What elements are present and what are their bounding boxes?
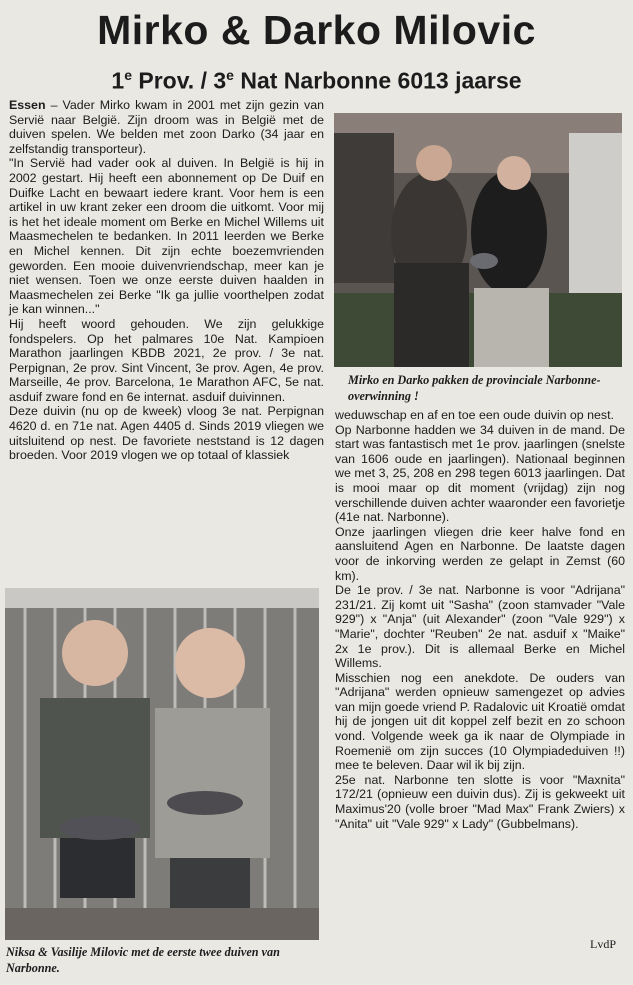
paragraph: De 1e prov. / 3e nat. Narbonne is voor "Adrijana" 231/21. Zij komt uit "Sasha" (zoon stamvader "Vale 929") x "Anja" (uit Alexander" (zoon "Vale 929") x "Marie", dochter "Reuben" 2e nat. asduif x "Maike" 2x 1e prov.). Dit is allemaal Berke en Michel Willems. xyxy=(335,583,625,671)
paragraph: Onze jaarlingen vliegen drie keer halve fond en aansluitend Agen en Narbonne. De laatste dagen voor de inkorving werden ze gelapt in Zemst (60 km). xyxy=(335,524,625,583)
article-column-left xyxy=(9,98,324,463)
paragraph: Misschien nog een anekdote. De ouders van "Adrijana" werden opnieuw samengezet op advies van mijn goede vriend P. Radalovic uit Kroatië omdat hij de jongen uit dit koppel zelf bezit en zo schoon vond. Volgende week ga ik naar de Olympiade in Roemenië om zijn succes (10 Olympiadeduiven !!) mee te beleven. Daar wil ik bij zijn. xyxy=(335,670,625,773)
photo-children xyxy=(5,588,319,940)
paragraph: "In Servië had vader ook al duiven. In België is hij in 2002 gestart. Hij heeft een abonnement op De Duif en Duifke Lacht en bewaart iedere krant. Voor hem is een artikel in uw krant zeker een droom die uitkomt. Voor mij is het het ideale moment om Berke en Michel Willems uit Maasmechelen te bedanken. In 2011 leerden we Berke en Michel kennen. Dit zijn echte boezemvrienden geworden. Een mooie duivenvriendschap, meer kan je niet wensen. Toen we onze eerste duiven haalden in Maasmechelen zei Berke "Ik ga jullie voorthelpen zodat je kan winnen..." xyxy=(9,156,324,317)
article-column-right xyxy=(335,408,625,831)
paragraph: Op Narbonne hadden we 34 duiven in de mand. De start was fantastisch met 1e prov. jaarlingen (snelste van 1606 oude en jaarlingen). Nationaal beginnen we met 3, 25, 208 en 298 tegen 6013 jaarlingen. Dat is mooi maar op dit moment (vrijdag) zijn nog verschillende duiven achter waaronder een favorietje (41e nat. Narbonne). xyxy=(335,422,625,525)
photo-illustration xyxy=(5,588,319,940)
paragraph: weduwschap en af en toe een oude duivin op nest. xyxy=(335,408,614,422)
photo-mirko-darko xyxy=(334,113,622,367)
paragraph: Essen – Vader Mirko kwam in 2001 met zijn gezin van Servië naar België. Zijn droom was in België met de duiven spelen. We belden met zoon Darko (34 jaar en zelfstandig transporteur). xyxy=(9,98,324,156)
caption-bottom-photo: Niksa & Vasilije Milovic met de eerste twee duiven van Narbonne. xyxy=(6,945,280,975)
article-subtitle: 1e Prov. / 3e Nat Narbonne 6013 jaarse xyxy=(111,67,522,94)
paragraph: Hij heeft woord gehouden. We zijn gelukkige fondspelers. Op het palmares 10e Nat. Kampioen Marathon jaarlingen KBDB 2021, 2e prov. / 3e nat. Perpignan, 2e prov. Sint Vincent, 3e prov. Agen, 4e prov. Marseille, 4e prov. Barcelona, 1e Marathon AFC, 5e nat. asduif zware fond en 6e internat. asduif duivinnen. xyxy=(9,316,324,404)
dateline: Essen xyxy=(9,98,46,112)
paragraph: 25e nat. Narbonne ten slotte is voor "Maxnita" 172/21 (opnieuw een duivin dus). Zij is gekweekt uit Maximus'20 (volle broer "Mad Max" Frank Zwiers) x "Anita" uit "Vale 929" x Lady" (Gubbelmans). xyxy=(335,772,625,831)
caption-top-photo: Mirko en Darko pakken de provinciale Narbonne-overwinning ! xyxy=(348,373,601,403)
paragraph: Deze duivin (nu op de kweek) vloog 3e nat. Perpignan 4620 d. en 71e nat. Agen 4405 d. Sinds 2019 vliegen we uitsluitend op nest. De favoriete neststand is 12 dagen broeden. Voor 2019 vlogen we op totaal of klassiek xyxy=(9,404,324,463)
photo-illustration xyxy=(334,113,622,367)
article-title: Mirko & Darko Milovic xyxy=(97,7,536,53)
author-signature: LvdP xyxy=(590,937,617,951)
